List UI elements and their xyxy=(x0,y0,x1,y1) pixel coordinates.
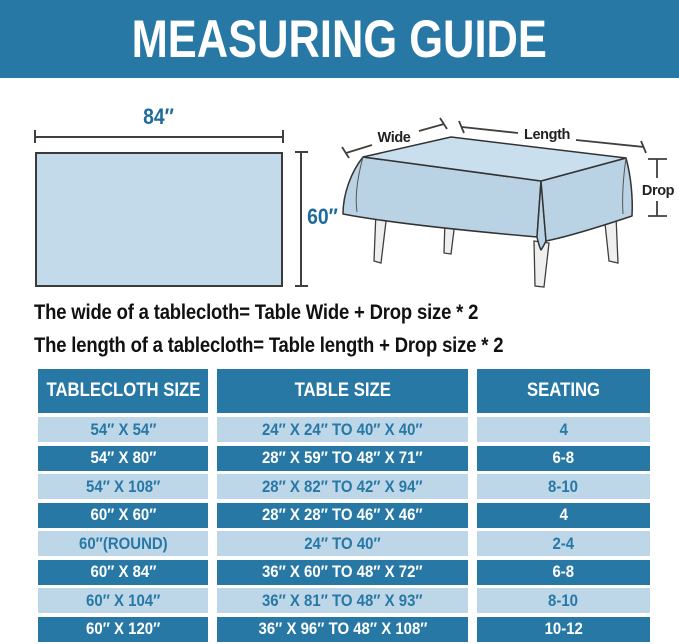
width-dimension-line xyxy=(35,136,283,138)
table-size-cell: 24″ TO 40″ xyxy=(217,531,468,556)
width-dimension-label: 84″ xyxy=(143,104,175,129)
table-row xyxy=(38,560,650,585)
table-row xyxy=(38,503,650,528)
table-row xyxy=(38,617,650,642)
seating-cell: 6-8 xyxy=(477,446,650,471)
tablecloth-size-cell: 60″ X 104″ xyxy=(38,588,208,613)
tablecloth-size-cell: 60″ X 84″ xyxy=(38,560,208,585)
tablecloth-size-cell: 60″ X 60″ xyxy=(38,503,208,528)
height-dimension-tick-bottom xyxy=(295,285,308,287)
tablecloth-size-cell: 60″ X 120″ xyxy=(38,617,208,642)
tablecloth-size-cell: 54″ X 80″ xyxy=(38,446,208,471)
table-size-cell: 28″ X 28″ TO 46″ X 46″ xyxy=(217,503,468,528)
table-row xyxy=(38,446,650,471)
wide-label: Wide xyxy=(377,130,411,146)
length-label: Length xyxy=(524,127,570,143)
tablecloth-drape xyxy=(343,137,632,250)
table-size-cell: 28″ X 82″ TO 42″ X 94″ xyxy=(217,474,468,499)
height-dimension-label: 60″ xyxy=(307,204,338,229)
size-table xyxy=(38,369,650,644)
height-dimension-tick-top xyxy=(295,151,308,153)
header-table-size: TABLE SIZE xyxy=(217,369,468,413)
drop-label: Drop xyxy=(641,183,675,199)
tablecloth-size-cell: 54″ X 54″ xyxy=(38,417,208,442)
tablecloth-rectangle xyxy=(35,152,283,287)
seating-cell: 6-8 xyxy=(477,560,650,585)
table-row xyxy=(38,474,650,499)
header-seating: SEATING xyxy=(477,369,650,413)
width-dimension-tick-right xyxy=(282,130,284,143)
seating-cell: 8-10 xyxy=(477,588,650,613)
table-row xyxy=(38,588,650,613)
wide-formula-text: The wide of a tablecloth= Table Wide + Drop size * 2 xyxy=(34,301,479,324)
table-size-cell: 36″ X 60″ TO 48″ X 72″ xyxy=(217,560,468,585)
tablecloth-size-cell: 60″(ROUND) xyxy=(38,531,208,556)
table-size-cell: 28″ X 59″ TO 48″ X 71″ xyxy=(217,446,468,471)
page-title: MEASURING GUIDE xyxy=(131,9,548,69)
table-row xyxy=(38,531,650,556)
tablecloth-table-illustration xyxy=(330,95,679,305)
table-size-cell: 36″ X 96″ TO 48″ X 108″ xyxy=(217,617,468,642)
length-formula-text: The length of a tablecloth= Table length + Drop size * 2 xyxy=(34,334,504,357)
seating-cell: 4 xyxy=(477,503,650,528)
table-size-cell: 24″ X 24″ TO 40″ X 40″ xyxy=(217,417,468,442)
width-dimension-tick-left xyxy=(34,130,36,143)
seating-cell: 2-4 xyxy=(477,531,650,556)
table-row xyxy=(38,417,650,442)
table-size-cell: 36″ X 81″ TO 48″ X 93″ xyxy=(217,588,468,613)
header-banner xyxy=(0,0,679,78)
header-tablecloth-size: TABLECLOTH SIZE xyxy=(38,369,208,413)
seating-cell: 8-10 xyxy=(477,474,650,499)
height-dimension-line xyxy=(300,152,302,287)
size-table-header-row xyxy=(38,369,650,413)
tablecloth-size-cell: 54″ X 108″ xyxy=(38,474,208,499)
seating-cell: 10-12 xyxy=(477,617,650,642)
seating-cell: 4 xyxy=(477,417,650,442)
